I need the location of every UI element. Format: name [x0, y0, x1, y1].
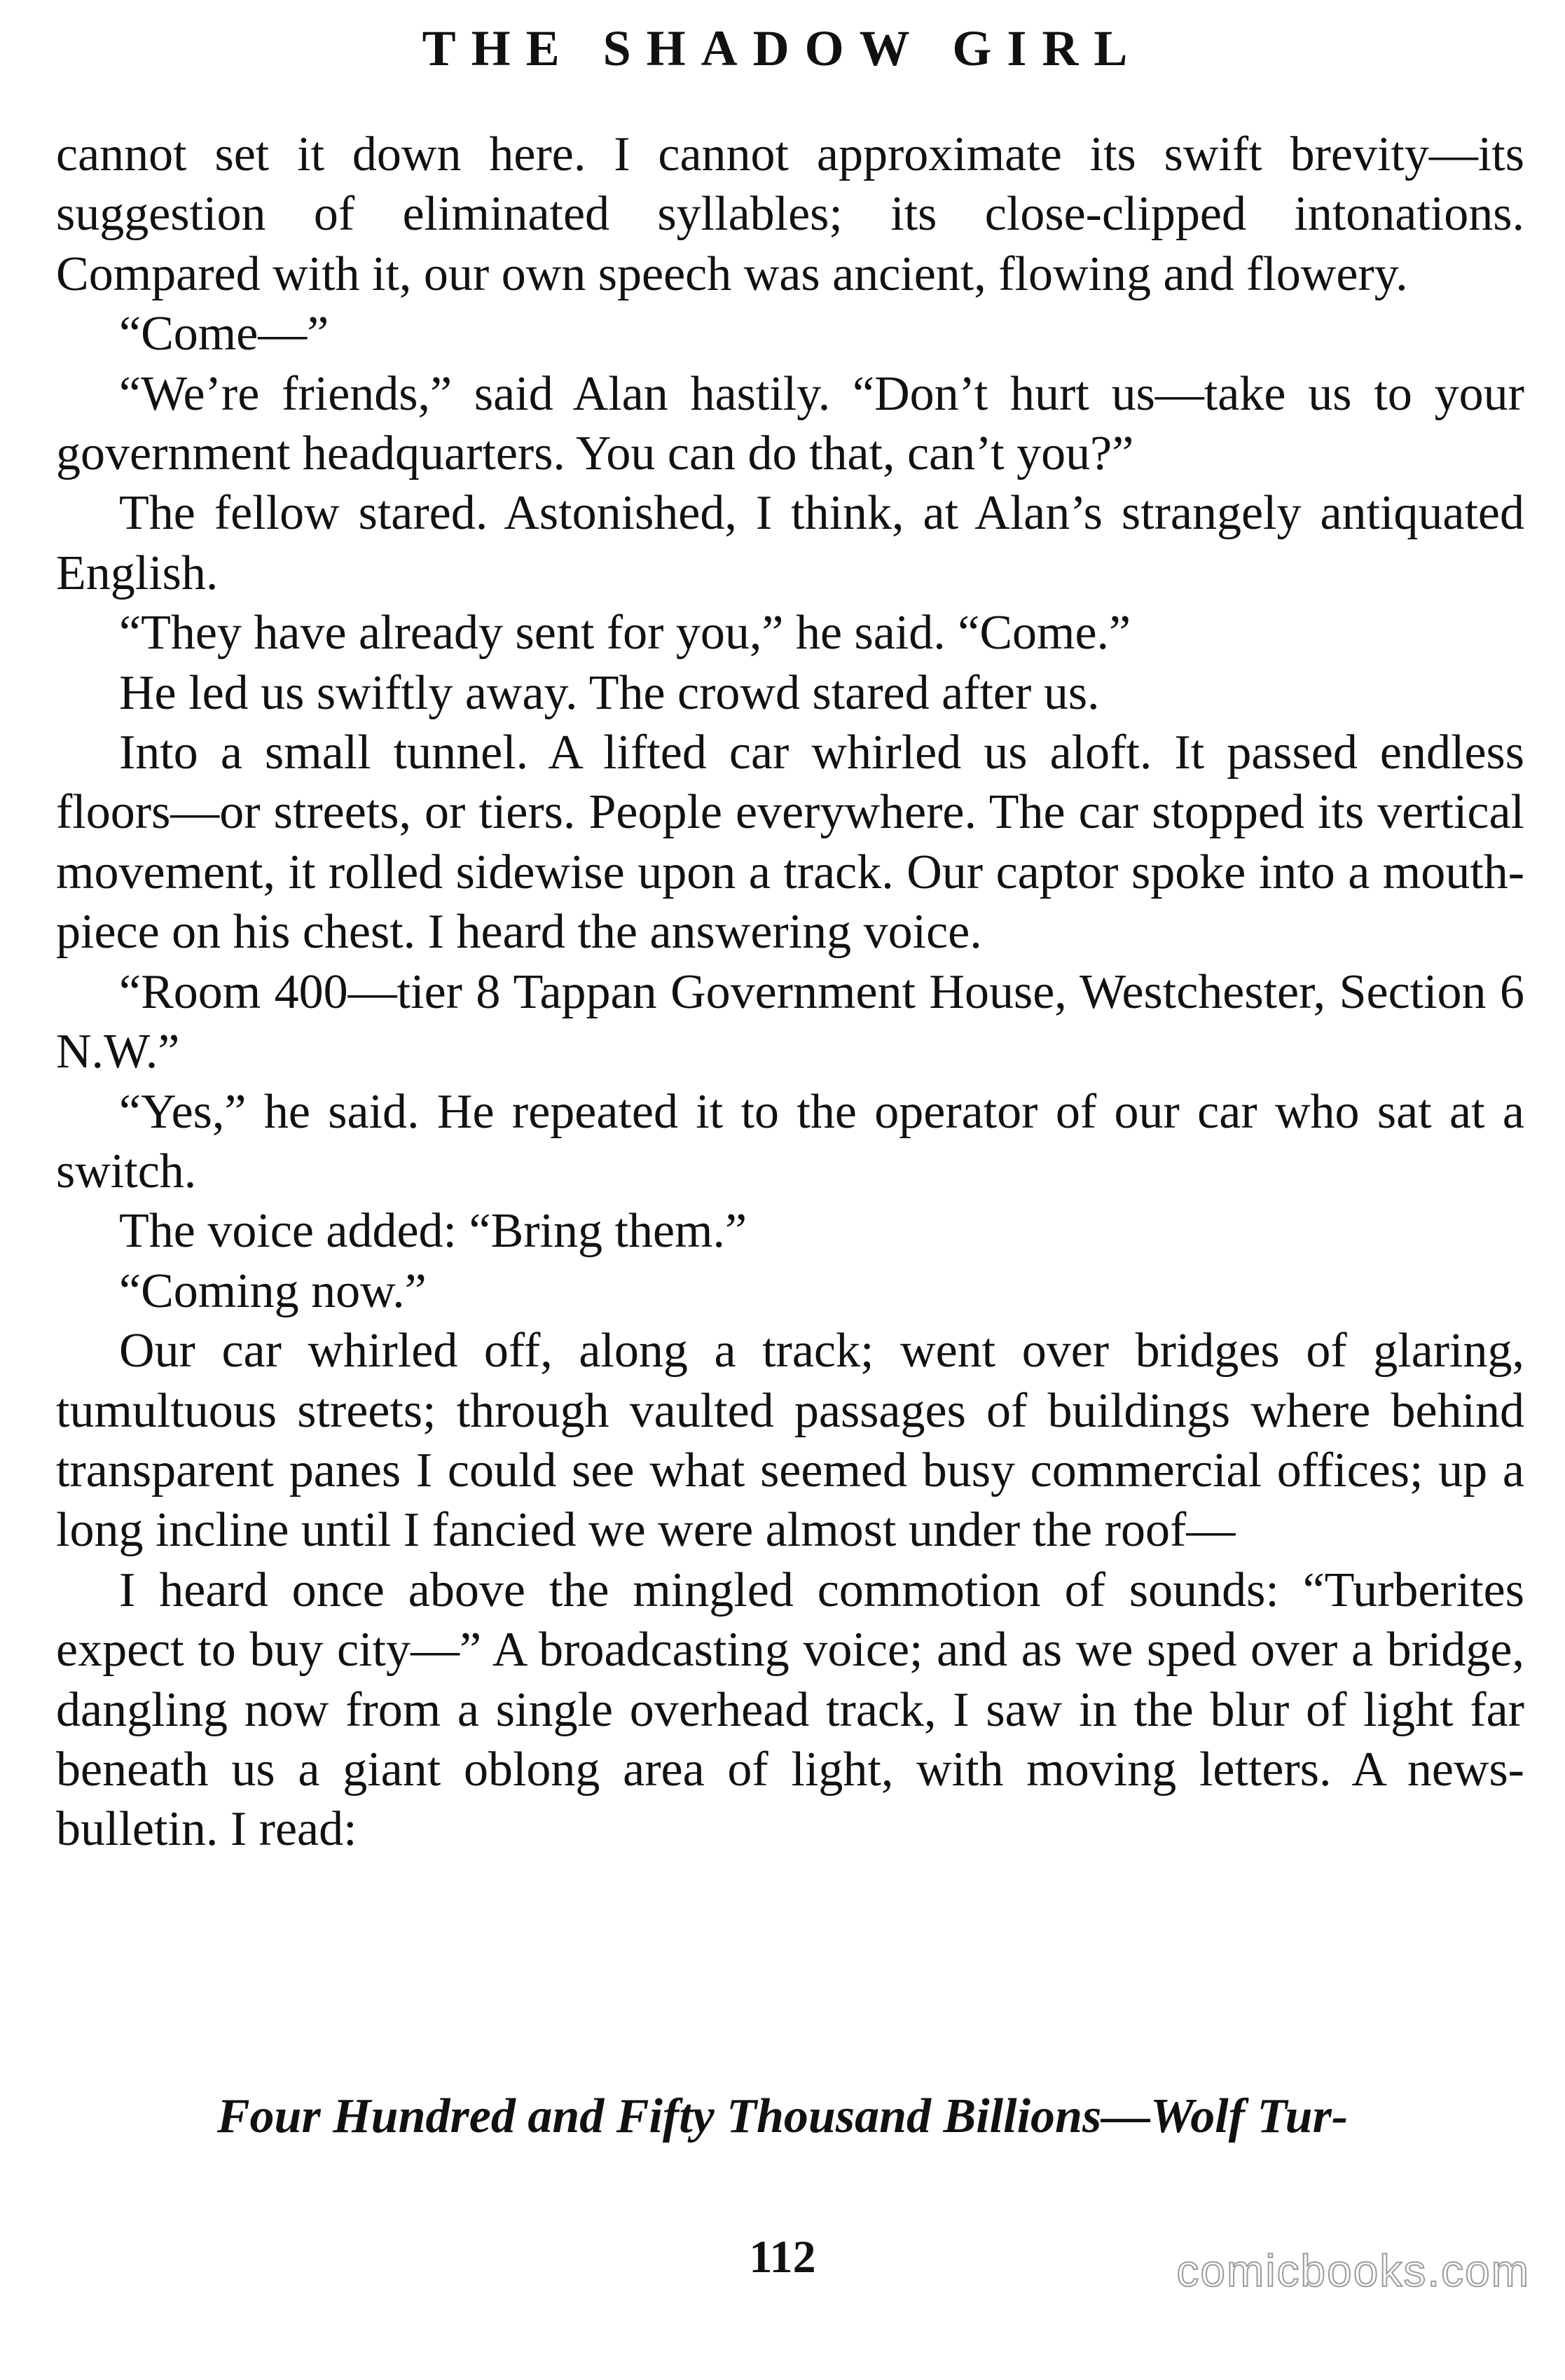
paragraph: “Come—”	[119, 307, 329, 361]
paragraph: The fellow stared. Astonished, I think, at Alan’s strangely antiquated English.	[56, 486, 1524, 600]
paragraph: “Yes,” he said. He repeated it to the operator of our car who sat at a switch.	[56, 1084, 1524, 1198]
paragraph: cannot set it down here. I cannot approximate its swift brevity—its suggestion of eliminated syllables; its close-clipped intonations. Compared with it, our own speech was ancient, flowing and flowery.	[56, 127, 1524, 301]
paragraph: “Room 400—tier 8 Tappan Government House, Westchester, Section 6 N.W.”	[56, 964, 1524, 1079]
paragraph: Our car whirled off, along a track; went over bridges of glaring, tumultuous streets; through vaulted passages of buildings where behind transparent panes I could see what seemed busy commercial offices; up a long incline until I fancied we were almost under the roof—	[56, 1324, 1524, 1558]
paragraph: “Coming now.”	[119, 1264, 427, 1318]
body-text	[56, 125, 1524, 1860]
paragraph: “We’re friends,” said Alan hastily. “Don’t hurt us—take us to your government headquarters. You can do that, can’t you?”	[56, 366, 1524, 481]
paragraph: He led us swiftly away. The crowd stared after us.	[119, 665, 1100, 720]
running-head: THE SHADOW GIRL	[422, 20, 1143, 76]
paragraph: The voice added: “Bring them.”	[119, 1204, 747, 1259]
paragraph: I heard once above the mingled commotion of sounds: “Turberites expect to buy city—” A broadcasting voice; and as we sped over a bridge, dangling now from a single overhead track, I saw in the blur of light far beneath us a giant oblong area of light, with moving letters. A news-bulletin. I read:	[56, 1563, 1524, 1857]
paragraph: “They have already sent for you,” he said. “Come.”	[119, 606, 1131, 660]
news-bulletin-headline: Four Hundred and Fifty Thousand Billions—Wolf Tur-	[216, 2089, 1349, 2143]
paragraph: Into a small tunnel. A lifted car whirled us aloft. It passed endless floors—or streets, or tiers. People everywhere. The car stopped its vertical movement, it rolled sidewise upon a track. Our captor spoke into a mouth-piece on his chest. I heard the answering voice.	[56, 726, 1524, 960]
page-number: 112	[749, 2232, 816, 2283]
watermark-logo: comicbooks.com	[1176, 2246, 1530, 2296]
